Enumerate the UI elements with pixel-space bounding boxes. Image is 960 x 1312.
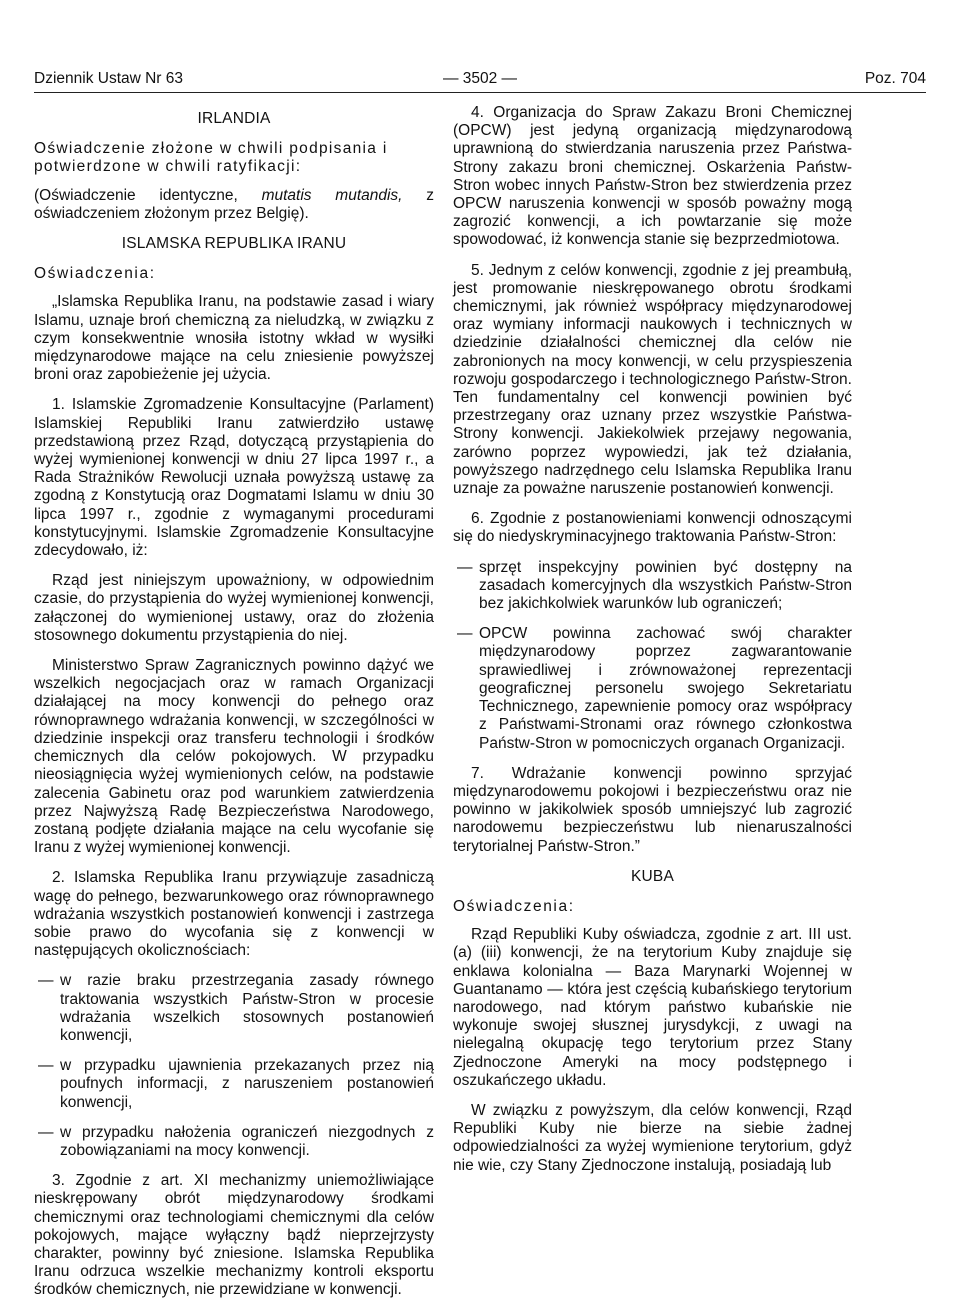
iran-paragraph-7: 4. Organizacja do Spraw Zakazu Broni Chemicznej (OPCW) jest jedyną organizacją międzynarodową uprawnioną do stwierdzania naruszenia przez Państwa-Strony zakazu broni chemicznej. Oskarżenia Państw-Stron wobec innych Państw-Stron bez stwierdzenia przez OPCW naruszenia konwencji w sposób poważny mogą zagrozić konwencji, a ich powtarzanie się może spowodować, iż konwencja stanie się bezprzedmiotowa. xyxy=(453,104,852,249)
irlandia-text-b: z oświadczeniem złożonym przez Belgię). xyxy=(34,186,435,222)
iran-dash-item-1 xyxy=(34,972,434,1045)
irlandia-paragraph xyxy=(34,187,434,223)
section-title-iran: ISLAMSKA REPUBLIKA IRANU xyxy=(121,235,347,253)
section-title-irlandia: IRLANDIA xyxy=(197,110,271,127)
iran-paragraph-2: 1. Islamskie Zgromadzenie Konsultacyjne (Parlament) Islamskiej Republiki Iranu zatwierdziło ustawę przedstawioną przez Rząd, dotyczącą przystąpienia do wyżej wymienionej konwencji w dniu 27 lipca 1997 r., a Rada Strażników Rewolucji uznała powyższą ustawę za zgodną z Konstytucją oraz Dogmatami Islamu w dniu 30 lipca 1997 r., zgodnie z wymaganymi procedurami konstytucyjnymi. Islamskie Zgromadzenie Konsultacyjne zdecydowało, iż: xyxy=(34,396,434,560)
irlandia-text-a: (Oświadczenie identyczne, xyxy=(34,186,262,204)
iran-paragraph-3: Rząd jest niniejszym upoważniony, w odpowiednim czasie, do przystąpienia do wyżej wymienionej konwencji, załączonej do wymienionej ustawy, oraz do złożenia stosownego dokumentu przystąpienia do niej. xyxy=(34,572,434,644)
dash-mark: — xyxy=(38,1123,54,1141)
dash-item-text: w przypadku nałożenia ograniczeń niezgodnych z zobowiązaniami na mocy konwencji. xyxy=(60,1123,434,1159)
iran-paragraph-10: 7. Wdrażanie konwencji powinno sprzyjać międzynarodowemu pokojowi i bezpieczeństwu oraz nie powinno w jakikolwiek sposób umniejszyć lub zagrozić narodowemu bezpieczeństwu lub nienaruszalności terytorialnej Państw-Stron.” xyxy=(453,764,852,855)
iran-dash-item-5 xyxy=(453,625,852,752)
dash-mark: — xyxy=(38,1057,54,1075)
section-title-kuba: KUBA xyxy=(630,867,674,885)
iran-paragraph-4: Ministerstwo Spraw Zagranicznych powinno dążyć we wszelkich negocjacjach oraz w ramach Organizacji działającej na mocy konwencji do pełnego oraz równoprawnego wdrażania konwencji, w szczególności w dziedzinie inspekcji oraz transferu technologii i środków chemicznych dla celów pokojowych. W przypadku nieosiągnięcia wyżej wymienionych celów, na podstawie zalecenia Gabinetu oraz pod warunkiem zatwierdzenia przez Najwyższą Radę Bezpieczeństwa Narodowego, zostaną podjęte działania mające na celu wycofanie się Iranu z wyżej wymienionej konwencji. xyxy=(34,657,434,857)
dash-mark: — xyxy=(38,972,54,990)
dash-item-text: w przypadku ujawnienia przekazanych przez nią poufnych informacji, z naruszeniem postanowień konwencji, xyxy=(60,1057,434,1111)
iran-paragraph-1: „Islamska Republika Iranu, na podstawie zasad i wiary Islamu, uznaje broń chemiczną za nieludzką, w związku z czym konsekwentnie wnosiła istotny wkład w wysiłki międzynarodowe mające na celu zniesienie powyższej broni oraz zapobieżenie jej użycia. xyxy=(34,293,434,384)
iran-label: Oświadczenia: xyxy=(34,265,156,283)
iran-dash-item-2 xyxy=(34,1057,434,1112)
irlandia-text-italic: mutatis mutandis, xyxy=(261,186,403,204)
dash-mark: — xyxy=(457,625,473,643)
iran-paragraph-6: 3. Zgodnie z art. XI mechanizmy uniemożliwiające nieskrępowany obrót międzynarodowy środkami chemicznymi oraz technologiami chemicznymi dla celów pokojowych, mające wyłączny bądź nieprzejrzysty charakter, powinny być zniesione. Islamska Republika Iranu odrzuca wszelkie mechanizmy kontroli eksportu środków chemicznych, nie przewidziane w konwencji. xyxy=(34,1172,434,1299)
right-column xyxy=(453,104,852,1187)
dash-item-text: OPCW powinna zachować swój charakter międzynarodowy poprzez zagwarantowanie sprawiedliwej i zrównoważonej reprezentacji geograficznej personelu swojego Sekretariatu Technicznego, zapewnienie pomocy oraz współpracy z Państwami-Stronami oraz równego członkostwa Państw-Stron w pomocniczych organach Organizacji. xyxy=(479,625,852,752)
kuba-paragraph-1: Rząd Republiki Kuby oświadcza, zgodnie z art. III ust. (a) (iii) konwencji, że na terytorium Kuby znajduje się enklawa kolonialna — Baza Marynarki Wojennej w Guantanamo — która jest częścią kubańskiego terytorium narodowego, nad którym państwo kubańskie nie wykonuje swojej słusznej jurysdykcji, z uwagi na nielegalną okupację tego terytorium przez Stany Zjednoczone Ameryki na mocy podstępnego i oszukańczego układu. xyxy=(453,926,852,1089)
dash-item-text: w razie braku przestrzegania zasady równego traktowania wszystkich Państw-Stron w procesie wdrażania wszelkich stosownych postanowień konwencji, xyxy=(60,972,434,1044)
irlandia-subtitle: Oświadczenie złożone w chwili podpisania i potwierdzone w chwili ratyfikacji: xyxy=(34,140,388,176)
iran-paragraph-9: 6. Zgodnie z postanowieniami konwencji odnoszącymi się do niedyskryminacyjnego traktowania Państw-Stron: xyxy=(453,510,852,546)
iran-paragraph-5: 2. Islamska Republika Iranu przywiązuje zasadniczą wagę do pełnego, bezwarunkowego oraz równoprawnego wdrażania wszystkich postanowień konwencji i zastrzega sobie prawo do wycofania się z konwencji w następujących okolicznościach: xyxy=(34,869,434,960)
journal-name: Dziennik Ustaw Nr 63 xyxy=(34,70,184,87)
kuba-label: Oświadczenia: xyxy=(453,897,575,915)
page-header xyxy=(34,70,926,93)
iran-paragraph-8: 5. Jednym z celów konwencji, zgodnie z jej preambułą, jest promowanie nieskrępowanego obrotu środkami chemicznymi, jak również współpracy międzynarodowej oraz wymiany informacji naukowych i technicznych w dziedzinie działalności chemicznej dla celów nie zabronionych na mocy konwencji, w celu przyspieszenia rozwoju gospodarczego i technologicznego Państw-Stron. Ten fundamentalny cel konwencji powinien być przestrzegany oraz uznany przez wszystkie Państwa-Strony konwencji. Jakiekolwiek przejawy negowania, zarówno poprzez wypowiedzi, jak też działania, powyższego nadrzędnego celu Islamska Republika Iranu uznaje za poważne naruszenie postanowień konwencji. xyxy=(453,261,852,498)
left-column xyxy=(34,104,434,1312)
kuba-paragraph-2: W związku z powyższym, dla celów konwencji, Rząd Republiki Kuby nie bierze na siebie żadnej odpowiedzialności za wyżej wymienione terytorium, gdyż nie wie, czy Stany Zjednoczone instalują, posiadają lub xyxy=(453,1101,852,1174)
dash-mark: — xyxy=(457,558,473,576)
dash-item-text: sprzęt inspekcyjny powinien być dostępny na zasadach komercyjnych dla wszystkich Państw-Stron bez jakichkolwiek warunków lub ograniczeń; xyxy=(479,558,852,613)
page-number: — 3502 — xyxy=(442,70,518,87)
iran-dash-item-3 xyxy=(34,1124,434,1160)
position-number: Poz. 704 xyxy=(864,70,926,87)
iran-dash-item-4 xyxy=(453,559,852,614)
